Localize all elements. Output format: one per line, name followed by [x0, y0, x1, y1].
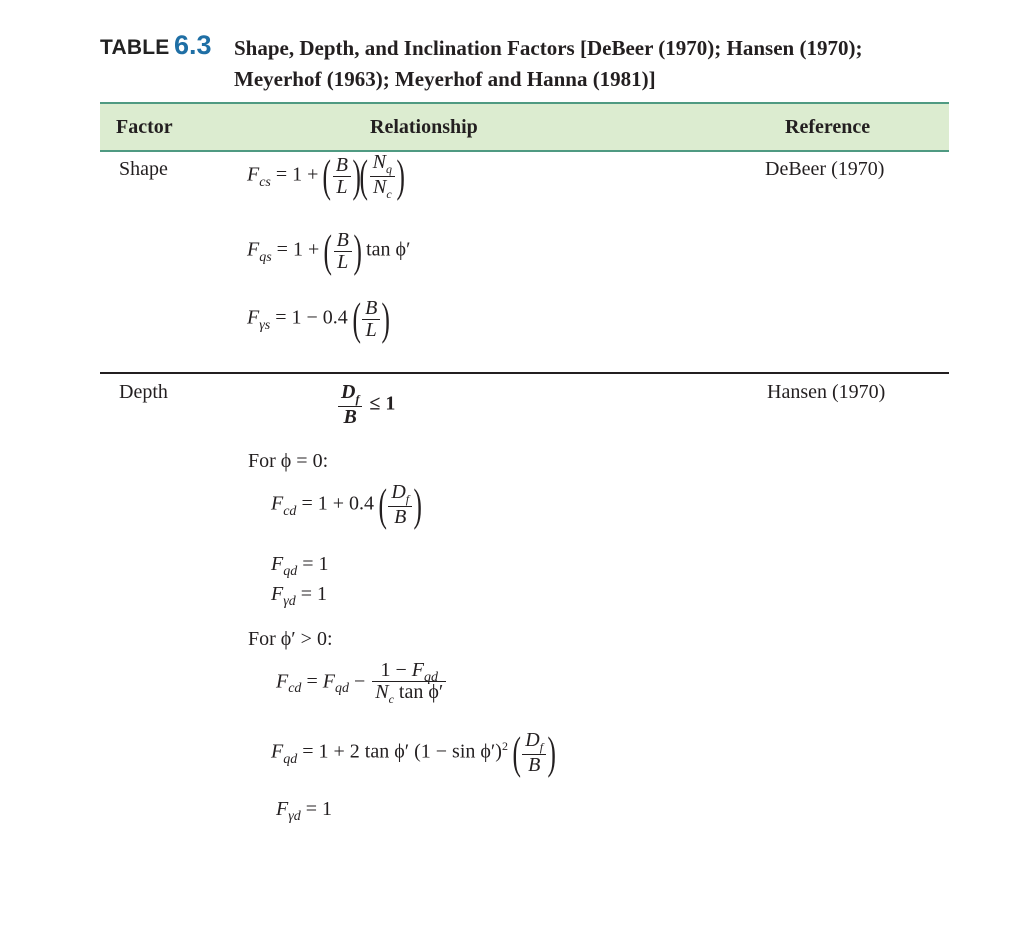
table-number: 6.3	[174, 30, 212, 60]
reference-shape: DeBeer (1970)	[765, 158, 885, 180]
equation-fcd-phi-zero: $F_{cd} = 1 + 0.4$ ( $\frac{D_f}{B}$ )	[271, 479, 423, 530]
equation-fcs: $F_{cs} = 1$ + ( $\frac{B}{L}$ )( $\frac{N_q}{N_c}$ )	[247, 150, 405, 202]
equation-fgs: $F_{\gamma s} = 1 - 0.4$ ( $\frac{B}{L}$ )	[247, 293, 391, 344]
row-label-depth: Depth	[119, 381, 168, 403]
column-header-relationship: Relationship	[370, 116, 478, 138]
equation-fgd-phi-zero: $F_{\gamma d} = 1$	[271, 583, 328, 609]
condition-phi-positive: For ϕ′ > 0:	[248, 628, 333, 650]
equation-depth-limit: $\frac{D_f}{B}$ ≤ 1	[336, 382, 395, 428]
equation-fcd-phi-positive: $F_{cd} = F_{qd}$ − $\frac{1 - F_{qd}}{N_c \tan \phi'}$	[276, 660, 448, 706]
condition-phi-zero: For ϕ = 0:	[248, 450, 329, 472]
equation-fqs: $F_{qs} = 1$ + ( $\frac{B}{L}$ ) tan ϕ′	[247, 225, 411, 276]
equation-fqd-phi-zero: $F_{qd} = 1$	[271, 553, 329, 579]
row-divider	[100, 372, 949, 374]
table-title-line-2: Meyerhof (1963); Meyerhof and Hanna (1981)]	[234, 67, 656, 91]
column-header-factor: Factor	[116, 116, 173, 138]
row-label-shape: Shape	[119, 158, 168, 180]
table-title-line-1: Shape, Depth, and Inclination Factors [DeBeer (1970); Hansen (1970);	[234, 36, 863, 60]
column-header-reference: Reference	[785, 116, 871, 138]
reference-depth: Hansen (1970)	[767, 381, 886, 403]
equation-fqd-phi-positive: $F_{qd} = 1 + 2$ tan ϕ′ $(1 - \sin \phi')^2$ ( $\frac{D_f}{B}$ )	[271, 727, 556, 778]
equation-fgd-phi-positive: $F_{\gamma d} = 1$	[276, 798, 333, 824]
table-label: TABLE	[100, 36, 170, 59]
